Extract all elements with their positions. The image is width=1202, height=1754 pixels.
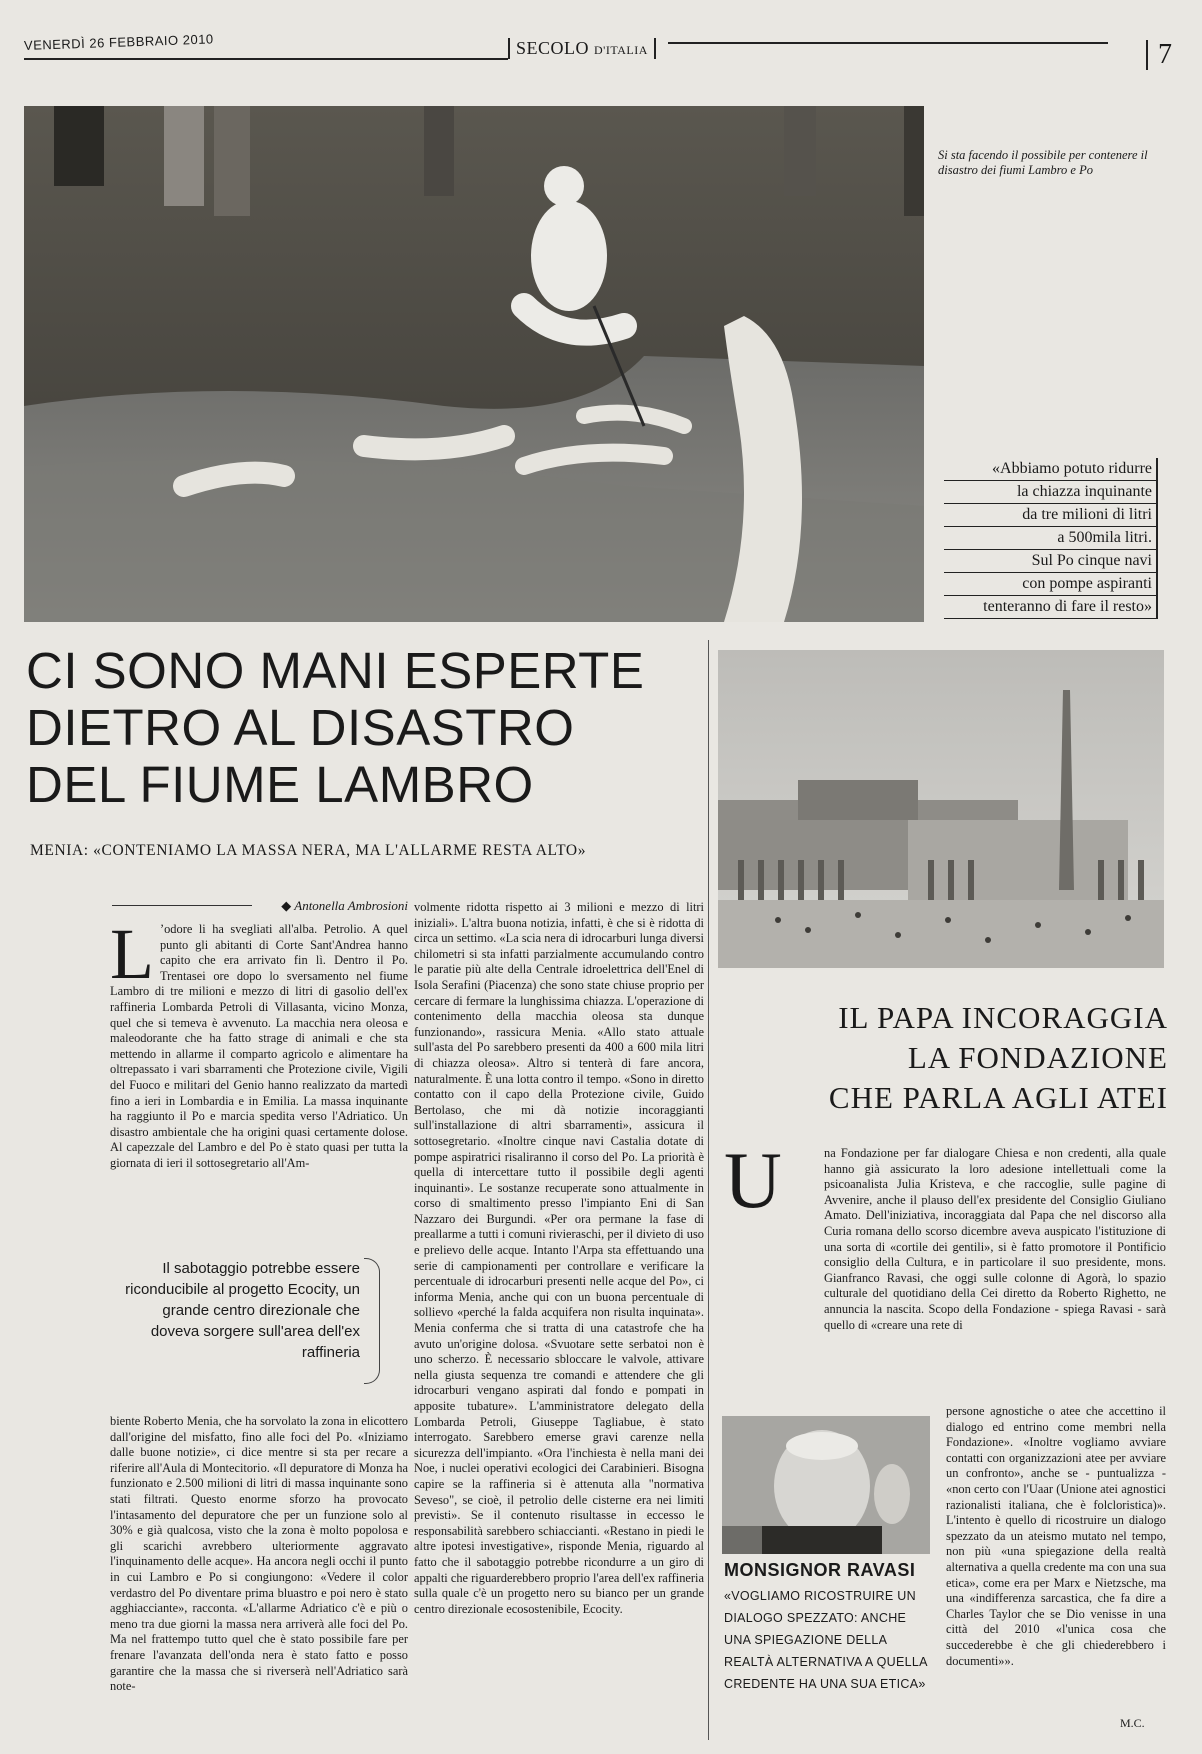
pull-quote-line: «Abbiamo potuto ridurre xyxy=(944,458,1158,481)
quote-brace xyxy=(364,1258,380,1384)
papa-article-body-bottom: persone agnostiche o atee che accettino il dialogo ed entrino come membri nella Fondazione». «Inoltre vogliamo avviare contatti con organizzazioni atee per avviare un confronto», anche se - puntualizza - «non certo con l'Uaar (Unione atei agnostici razionalisti italiana, che è folcloristica)». L'intento è quello di ricostruire un dialogo spezzato da un ateismo mutato nel tempo, non più «una spiegazione della realtà alternativa a quella credente ma con una sua etica», come era per Marx e Nietzsche, ma una «indifferenza sarcastica, che fa dire a Charles Taylor che se Dio venisse in una città del 2010 «l'unica cosa che succederebbe è che gli chiederebbero i documenti»». xyxy=(946,1404,1166,1668)
article-column-2: volmente ridotta rispetto ai 3 milioni e mezzo di litri iniziali». L'altra buona notizia, infatti, è che si è ridotta di circa un settimo. «La scia nera di idrocarburi lunga diversi chilometri si sta infatti parzialmente accumulando contro le paratie più alte della Centrale idroelettrica dell'Enel di Isola Serafini (Piacenza) che sono state chiuse proprio per cercare di fermare la lunghissima chiazza. L'operazione di contenimento della macchia oleosa sta dunque funzionando», rassicura Menia. «Allo stato attuale sull'asta del Po sarebbero presenti da 400 a 600 mila litri di chiazza oleosa». Altro si tenterà di fare ancora, naturalmente. È una lotta contro il tempo. «Sono in diretto contatto con il capo della Protezione civile, Guido Bertolaso, che mi dà notizie incoraggianti sull'installazione di altri sbarramenti», assicura il sottosegretario. «Inoltre cinque navi Castalia dotate di pompe aspiratrici risaliranno il corso del Po. La priorità è quella di intercettare tutto il possibile degli agenti inquinanti». Le sostanze recuperate sono attualmente in corso di smaltimento presso l'impianto Eni di San Nazzaro dei Burgundi. «Per ora permane la fase di preallarme a tutti i comuni rivieraschi, per il divieto di uso e prelievo delle acque. Intanto l'Arpa sta effettuando una serie di campionamenti per controllare e verificare la percentuale di idrocarburi presenti nelle acque del Po», ci informa Menia, anche qui con un buona percentuale di sollievo «perché la falda acquifera non risulta inquinata». Menia conferma che si tratta di una catastrofe che ha avuto un'origine dolosa. «Svuotare sette serbatoi non è uno scherzo. È necessario sbloccare le valvole, attivare nella giusta sequenza tre comandi e attendere che gli idrocarburi vengano aspirati dal fondo e pompati in apposite tubature». L'amministratore delegato della Lombarda Petroli, Giuseppe Tagliabue, è stato interrogato. Sarebbero emerse gravi carenze nella sicurezza dell'impianto. «Ora l'inchiesta è nella mani dei Noe, i nuclei operativi ecologici dei Carabinieri. Bisogna capire se la raffineria si è attenuta alla "normativa Seveso", se cioè, il petrolio delle cisterne era nei limiti previsti». Se il contenuto risultasse in eccesso le responsabilità sarebbero schiaccianti. «Restano in piedi le altre ipotesi investigative», risponde Menia, riguardo al fatto che il sabotaggio potrebbe ricondurre a un giro di appalti che riguarderebbero proprio l'area dell'ex raffineria sulla quale c'è un progetto nero su bianco per un grande centro direzionale ecosostenibile, Ecocity. xyxy=(414,900,704,1616)
papa-headline-line: LA FONDAZIONE xyxy=(907,1040,1168,1075)
pull-quote-line: Sul Po cinque navi xyxy=(944,550,1158,573)
page-number: 7 xyxy=(1146,40,1172,70)
article-text: ’odore li ha svegliati all'alba. Petrolio. A quel punto gli abitanti di Corte Sant'Andrea hanno capito che era arrivato fin lì. Dentro il Po. Trentasei ore dopo lo sversamento nel fiume Lambro di tre milioni e mezzo di litri di gasolio dell'ex raffineria Lombarda Petroli di Villasanta, vicino Monza, quel che si temeva è avvenuto. La macchia nera oleosa e maleodorante che ha fatto strage di animali e che sta mettendo in allarme il comparto agricolo e alimentare ha oltrepassato i vari sbarramenti che Protezione civile, Vigili del Fuoco e militari del Genio hanno realizzato da martedì fino a ieri in Lombardia e in Emilia. La massa inquinante ha raggiunto il Po e marcia spedita verso l'Adriatico. Un disastro ambientale che ha origini quasi certamente dolose. Al capezzale del Lambro e del Po è stato quasi per tutta la giornata di ieri il sottosegretario all'Am- xyxy=(110,922,408,1170)
headline-line: DEL FIUME LAMBRO xyxy=(26,756,534,813)
pull-quote xyxy=(944,458,1158,619)
photo-caption: Si sta facendo il possibile per contenere il disastro dei fiumi Lambro e Po xyxy=(938,148,1148,177)
column-divider xyxy=(708,640,709,1740)
article-column-1-top xyxy=(110,914,408,1240)
ravasi-name: MONSIGNOR RAVASI xyxy=(724,1560,916,1580)
ravasi-quote-box xyxy=(724,1560,934,1695)
headline-line: CI SONO MANI ESPERTE xyxy=(26,642,645,699)
oil-spill-photo xyxy=(24,106,924,622)
papa-article-text: na Fondazione per far dialogare Chiesa e non credenti, alla quale hanno già assicurato la loro adesione intellettuali come la psicoanalista Julia Kristeva, e che raccoglie, sulle pagine di Avvenire, anche il plauso dell'ex presidente del Consiglio Giuliano Amato. Dell'iniziativa, incoraggiata dal Papa che nel discorso alla Curia romana dello scorso dicembre aveva auspicato l'istituzione di una sorta di «cortile dei gentili», si è fatto promotore il Pontificio consiglio della Cultura, e in particolare il suo presidente, mons. Gianfranco Ravasi, che oggi sulle colonne di Agorà, lo spazio culturale del quotidiano della Cei diretto da Roberto Righetto, ne annuncia la nascita. Scopo della Fondazione - spiega Ravasi - sarà quello di «creare una rete di xyxy=(824,1146,1166,1332)
headline-line: DIETRO AL DISASTRO xyxy=(26,699,575,756)
issue-date: VENERDÌ 26 FEBBRAIO 2010 xyxy=(23,31,214,53)
vatican-photo xyxy=(718,650,1164,968)
newspaper-masthead: SECOLO D'ITALIA xyxy=(508,38,656,59)
article-subhead: MENIA: «CONTENIAMO LA MASSA NERA, MA L'ALLARME RESTA ALTO» xyxy=(30,842,587,859)
pull-quote-line: tenteranno di fare il resto» xyxy=(944,596,1158,619)
article-byline: ◆ Antonella Ambrosioni xyxy=(281,898,408,913)
papa-drop-cap: U xyxy=(724,1137,782,1225)
pull-quote-line: la chiazza inquinante xyxy=(944,481,1158,504)
side-quote: Il sabotaggio potrebbe essere riconducibile al progetto Ecocity, un grande centro direzionale che doveva sorgere sull'area dell'ex raffineria xyxy=(125,1260,360,1361)
author-initials: M.C. xyxy=(1120,1716,1145,1730)
papa-headline-line: IL PAPA INCORAGGIA xyxy=(838,1000,1168,1035)
header-rule-right xyxy=(668,42,1108,44)
pull-quote-line: con pompe aspiranti xyxy=(944,573,1158,596)
drop-cap: L xyxy=(110,914,154,994)
article-headline xyxy=(26,642,716,813)
pull-quote-line: da tre milioni di litri xyxy=(944,504,1158,527)
papa-article-body-top xyxy=(724,1137,1166,1404)
ravasi-photo xyxy=(722,1416,930,1554)
pull-quote-line: a 500mila litri. xyxy=(944,527,1158,550)
papa-headline xyxy=(738,998,1168,1118)
papa-headline-line: CHE PARLA AGLI ATEI xyxy=(828,1080,1168,1115)
ravasi-quote: «VOGLIAMO RICOSTRUIRE UN DIALOGO SPEZZATO: ANCHE UNA SPIEGAZIONE DELLA REALTÀ ALTERNATIVA A QUELLA CREDENTE HA UNA SUA ETICA» xyxy=(724,1589,928,1691)
header-rule-left xyxy=(24,58,508,60)
article-column-1-bottom: biente Roberto Menia, che ha sorvolato la zona in elicottero dall'origine del misfatto, fino alle foci del Po. «Iniziamo dalle buone notizie», ci dice mentre si sta per recare a riferire all'Aula di Montecitorio. «Il depuratore di Monza ha funzionato e 2.500 milioni di litri di massa inquinante sono stati filtrati. Questo enorme sforzo ha provocato l'intasamento del depuratore che per un funzione solo al 30% e già qualcosa, visto che la zona è molto popolosa e gli scarichi avrebbero ulteriormente aggravato l'inquinamento delle acque». Ha ancora negli occhi il punto in cui Lambro e Po si congiungono: «Vedere il color verdastro del Po diventare prima bluastro e poi nero è stato agghiacciante», racconta. «L'allarme Adriatico c'è e più o meno tra due giorni la massa nera arriverà alle foci del Po. Ma nel frattempo tutto quel che è stato possibile fare per frenare l'avanzata dell'onda nera è stato fatto e posso garantire che la massa che si riverserà nell'Adriatico sarà note- xyxy=(110,1414,408,1694)
